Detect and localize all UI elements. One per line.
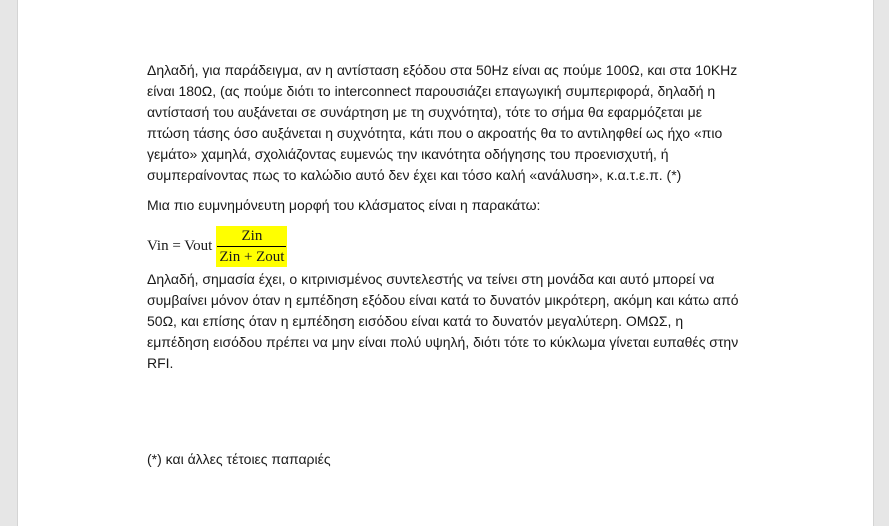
highlighted-fraction xyxy=(216,226,287,267)
document-body xyxy=(147,60,743,467)
paragraph-output-impedance-example: Δηλαδή, για παράδειγμα, αν η αντίσταση εξόδου στα 50Hz είναι ας πούμε 100Ω, και στα 10KHz είναι 180Ω, (ας πούμε διότι το interconnect παρουσιάζει επαγωγική συμπεριφορά, δηλαδή η αντίστασή του αυξάνεται σε συνάρτηση με τη συχνότητα), τότε το σήμα θα εφαρμόζεται με πτώση τάσης όσο αυξάνεται η συχνότητα, κάτι που ο ακροατής θα το αντιληφθεί ως ήχο «πιο γεμάτο» χαμηλά, σχολιάζοντας ευμενώς την ικανότητα οδήγησης του προενισχυτή, ή συμπεραίνοντας πως το καλώδιο αυτό δεν έχει και τόσο καλή «ανάλυση», κ.α.τ.ε.π. (*) xyxy=(147,62,738,184)
document-page[interactable] xyxy=(17,0,874,526)
fraction-numerator: Zin xyxy=(241,228,263,245)
paragraph-fraction-intro: Μια πιο ευμνημόνευτη μορφή του κλάσματος είναι η παρακάτω: xyxy=(147,196,541,213)
footnote: (*) και άλλες τέτοιες παπαριές xyxy=(147,451,331,467)
voltage-divider-equation xyxy=(147,227,743,267)
fraction-denominator: Zin + Zout xyxy=(219,249,285,266)
paragraph-conclusion: Δηλαδή, σημασία έχει, ο κιτρινισμένος συντελεστής να τείνει στη μονάδα και αυτό μπορεί να συμβαίνει μόνον όταν η εμπέδηση εξόδου είναι κατά το δυνατόν μικρότερη, ακόμη και κάτω από 50Ω, και επίσης όταν η εμπέδηση εισόδου είναι κατά το δυνατόν μεγαλύτερη. ΟΜΩΣ, η εμπέδηση εισόδου πρέπει να μην είναι πολύ υψηλή, διότι τότε το κύκλωμα γίνεται ευπαθές στην RFI. xyxy=(147,270,739,372)
equation-lhs: Vin = Vout xyxy=(147,238,213,255)
